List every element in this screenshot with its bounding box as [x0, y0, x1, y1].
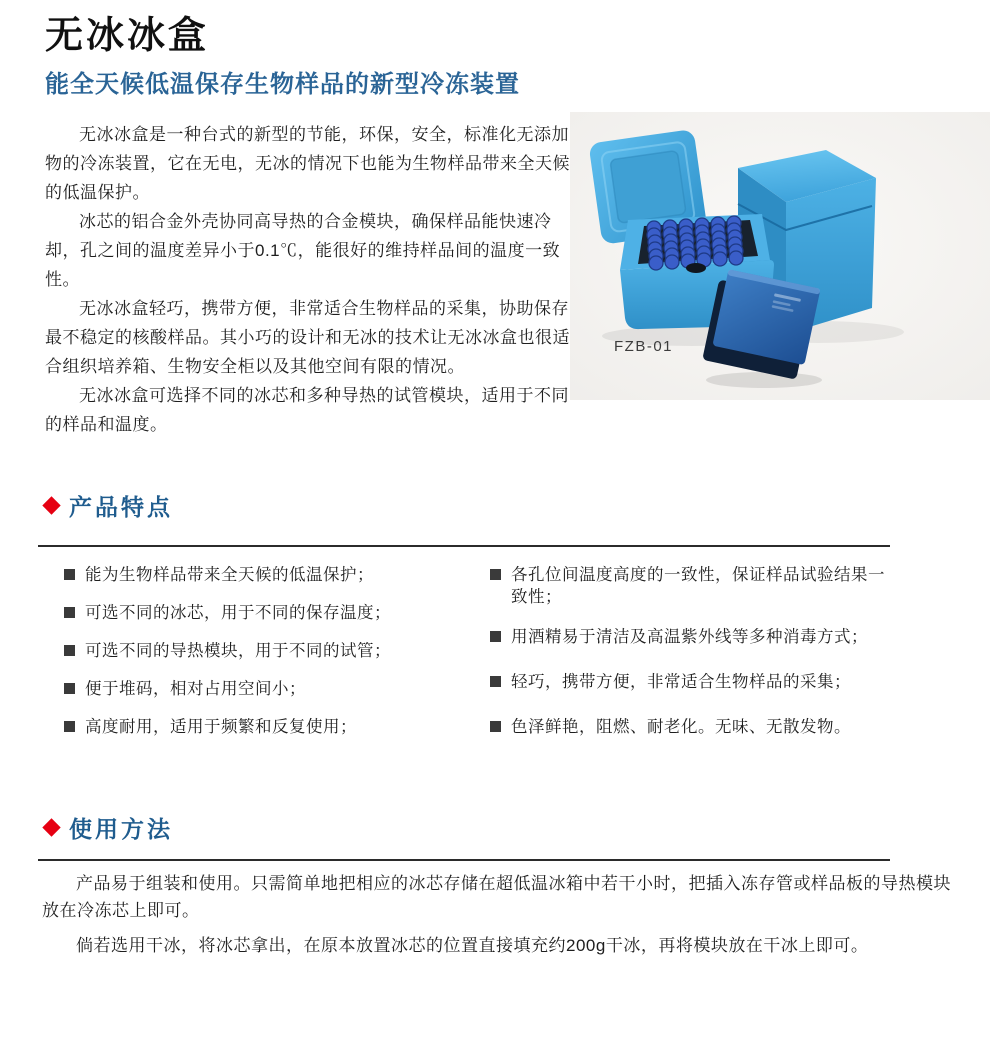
page-subtitle: 能全天候低温保存生物样品的新型冷冻装置 [45, 71, 520, 98]
diamond-icon [42, 496, 60, 514]
feature-text: 能为生物样品带来全天候的低温保护； [85, 566, 374, 584]
feature-text: 用酒精易于清洁及高温紫外线等多种消毒方式； [511, 628, 868, 646]
square-bullet-icon [64, 569, 75, 580]
intro-text [45, 120, 572, 439]
feature-item [64, 602, 490, 624]
feature-item [64, 678, 490, 700]
usage-heading-text: 使用方法 [69, 816, 173, 842]
icebox-illustration [570, 112, 990, 400]
square-bullet-icon [64, 645, 75, 656]
usage-instructions [42, 870, 962, 967]
feature-item [490, 626, 890, 648]
features-left-column [64, 564, 490, 761]
square-bullet-icon [490, 631, 501, 642]
product-photo [570, 112, 990, 400]
intro-paragraph: 无冰冰盒是一种台式的新型的节能，环保，安全，标准化无添加物的冷冻装置，它在无电，无冰的情况下也能为生物样品带来全天候的低温保护。 [45, 125, 570, 202]
divider-line [38, 545, 890, 547]
feature-text: 高度耐用，适用于频繁和反复使用； [85, 718, 357, 736]
feature-item [64, 640, 490, 662]
intro-paragraph: 无冰冰盒可选择不同的冰芯和多种导热的试管模块，适用于不同的样品和温度。 [45, 386, 569, 434]
square-bullet-icon [64, 683, 75, 694]
features-list [64, 564, 890, 761]
feature-item [64, 564, 490, 586]
feature-text: 可选不同的导热模块，用于不同的试管； [85, 642, 391, 660]
features-heading-text: 产品特点 [69, 494, 173, 520]
square-bullet-icon [490, 721, 501, 732]
square-bullet-icon [490, 569, 501, 580]
feature-text: 各孔位间温度高度的一致性，保证样品试验结果一致性； [511, 566, 885, 606]
feature-item [490, 564, 890, 608]
feature-text: 便于堆码，相对占用空间小； [85, 680, 306, 698]
feature-item [490, 716, 890, 738]
features-right-column [490, 564, 890, 761]
feature-text: 可选不同的冰芯，用于不同的保存温度； [85, 604, 391, 622]
usage-paragraph: 倘若选用干冰，将冰芯拿出，在原本放置冰芯的位置直接填充约200g干冰，再将模块放在干冰上即可。 [76, 936, 869, 955]
square-bullet-icon [64, 721, 75, 732]
features-section-heading [45, 489, 173, 522]
divider-line [38, 859, 890, 861]
feature-item [490, 671, 890, 693]
feature-text: 色泽鲜艳，阻燃、耐老化。无味、无散发物。 [511, 718, 851, 736]
feature-item [64, 716, 490, 738]
square-bullet-icon [490, 676, 501, 687]
page-title: 无冰冰盒 [45, 15, 210, 57]
feature-text: 轻巧，携带方便，非常适合生物样品的采集； [511, 673, 851, 691]
usage-section-heading [45, 811, 173, 844]
usage-paragraph: 产品易于组装和使用。只需简单地把相应的冰芯存储在超低温冰箱中若干小时，把插入冻存管或样品板的导热模块放在冷冻芯上即可。 [42, 874, 951, 920]
product-model-label: FZB-01 [614, 338, 674, 355]
intro-paragraph: 冰芯的铝合金外壳协同高导热的合金模块，确保样品能快速冷却，孔之间的温度差异小于0.1℃，能很好的维持样品间的温度一致性。 [45, 212, 561, 289]
diamond-icon [42, 818, 60, 836]
square-bullet-icon [64, 607, 75, 618]
intro-paragraph: 无冰冰盒轻巧，携带方便，非常适合生物样品的采集，协助保存最不稳定的核酸样品。其小巧的设计和无冰的技术让无冰冰盒也很适合组织培养箱、生物安全柜以及其他空间有限的情况。 [45, 299, 570, 376]
